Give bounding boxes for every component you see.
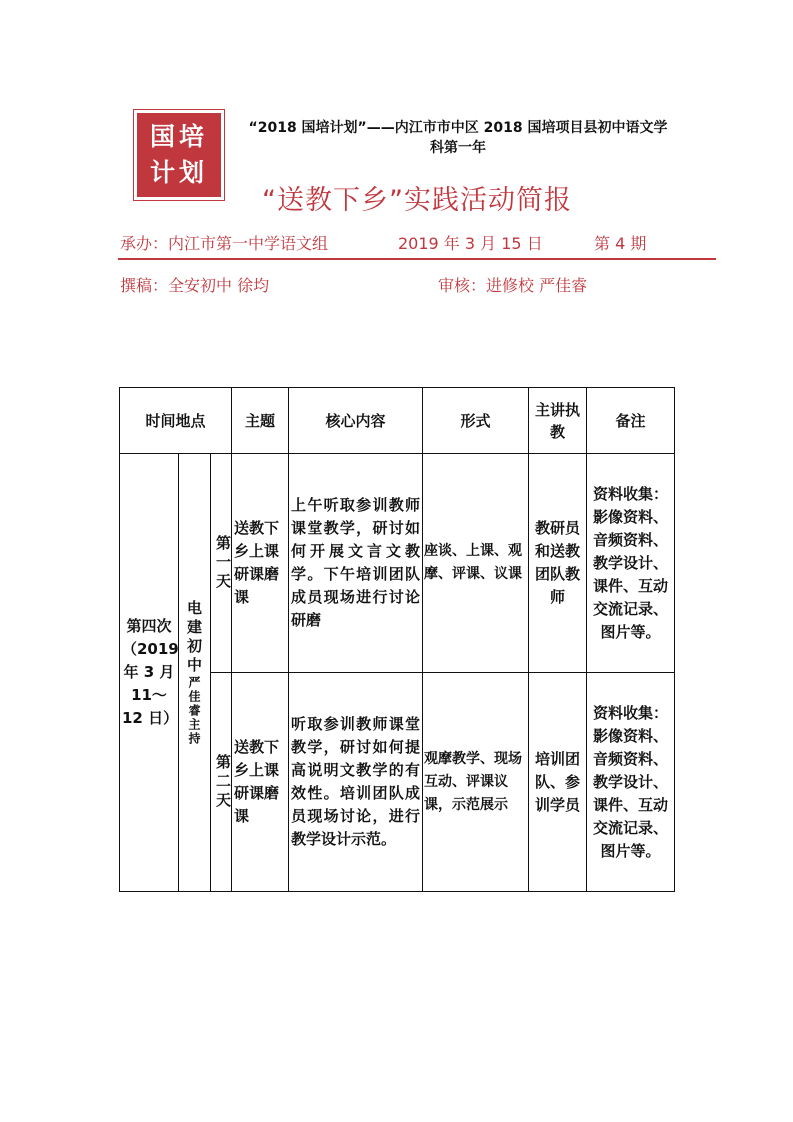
day-cell bbox=[211, 454, 232, 673]
header-speaker: 主讲执教 bbox=[529, 388, 587, 454]
issue-date: 2019 年 3 月 15 日 bbox=[398, 234, 543, 253]
venue-name: 电建初中 bbox=[185, 599, 203, 676]
speaker-cell: 培训团队、参训学员 bbox=[529, 673, 587, 892]
venue-cell bbox=[179, 454, 211, 892]
logo-line-2: 计划 bbox=[149, 158, 208, 187]
day-label: 第二天 bbox=[214, 753, 232, 811]
theme-cell: 送教下乡上课研课磨课 bbox=[232, 454, 289, 673]
issue-number: 第 4 期 bbox=[594, 234, 647, 253]
table-header-row bbox=[120, 388, 675, 454]
activity-table bbox=[119, 387, 675, 892]
form-cell: 观摩教学、现场互动、评课议课，示范展示 bbox=[423, 673, 529, 892]
header-theme: 主题 bbox=[232, 388, 289, 454]
reviewer-text: 审核：进修校 严佳睿 bbox=[438, 276, 588, 295]
header-core: 核心内容 bbox=[289, 388, 423, 454]
logo-line-1: 国培 bbox=[149, 122, 208, 151]
theme-cell: 送教下乡上课研课磨课 bbox=[232, 673, 289, 892]
header-time-place: 时间地点 bbox=[120, 388, 232, 454]
table-row bbox=[120, 454, 675, 673]
core-cell: 上午听取参训教师课堂教学，研讨如何开展文言文教学。下午培训团队成员现场进行讨论研磨 bbox=[289, 454, 423, 673]
day-cell bbox=[211, 673, 232, 892]
page-title: “送教下乡”实践活动简报 bbox=[262, 185, 572, 216]
note-cell: 资料收集：影像资料、音频资料、教学设计、课件、互动交流记录、图片等。 bbox=[587, 673, 675, 892]
header-subtitle-line-2: 科第一年 bbox=[430, 140, 486, 156]
speaker-cell: 教研员和送教团队教师 bbox=[529, 454, 587, 673]
writer-text: 撰稿：全安初中 徐均 bbox=[120, 276, 270, 295]
session-cell: 第四次（2019 年 3 月 11～12 日） bbox=[120, 454, 179, 892]
host-name: 严佳睿主持 bbox=[187, 675, 201, 746]
header-form: 形式 bbox=[423, 388, 529, 454]
venue-text bbox=[184, 600, 205, 746]
header-divider bbox=[118, 258, 716, 260]
note-cell: 资料收集：影像资料、音频资料、教学设计、课件、互动交流记录、图片等。 bbox=[587, 454, 675, 673]
form-cell: 座谈、上课、观摩、评课、议课 bbox=[423, 454, 529, 673]
header-subtitle bbox=[228, 118, 688, 158]
header-note: 备注 bbox=[587, 388, 675, 454]
organizer-text: 承办：内江市第一中学语文组 bbox=[120, 234, 329, 253]
guopei-logo bbox=[134, 110, 224, 200]
core-cell: 听取参训教师课堂教学，研讨如何提高说明文教学的有效性。培训团队成员现场讨论，进行教学设计示范。 bbox=[289, 673, 423, 892]
day-label: 第一天 bbox=[214, 534, 232, 592]
header-subtitle-line-1: “2018 国培计划”——内江市市中区 2018 国培项目县初中语文学 bbox=[248, 120, 668, 136]
